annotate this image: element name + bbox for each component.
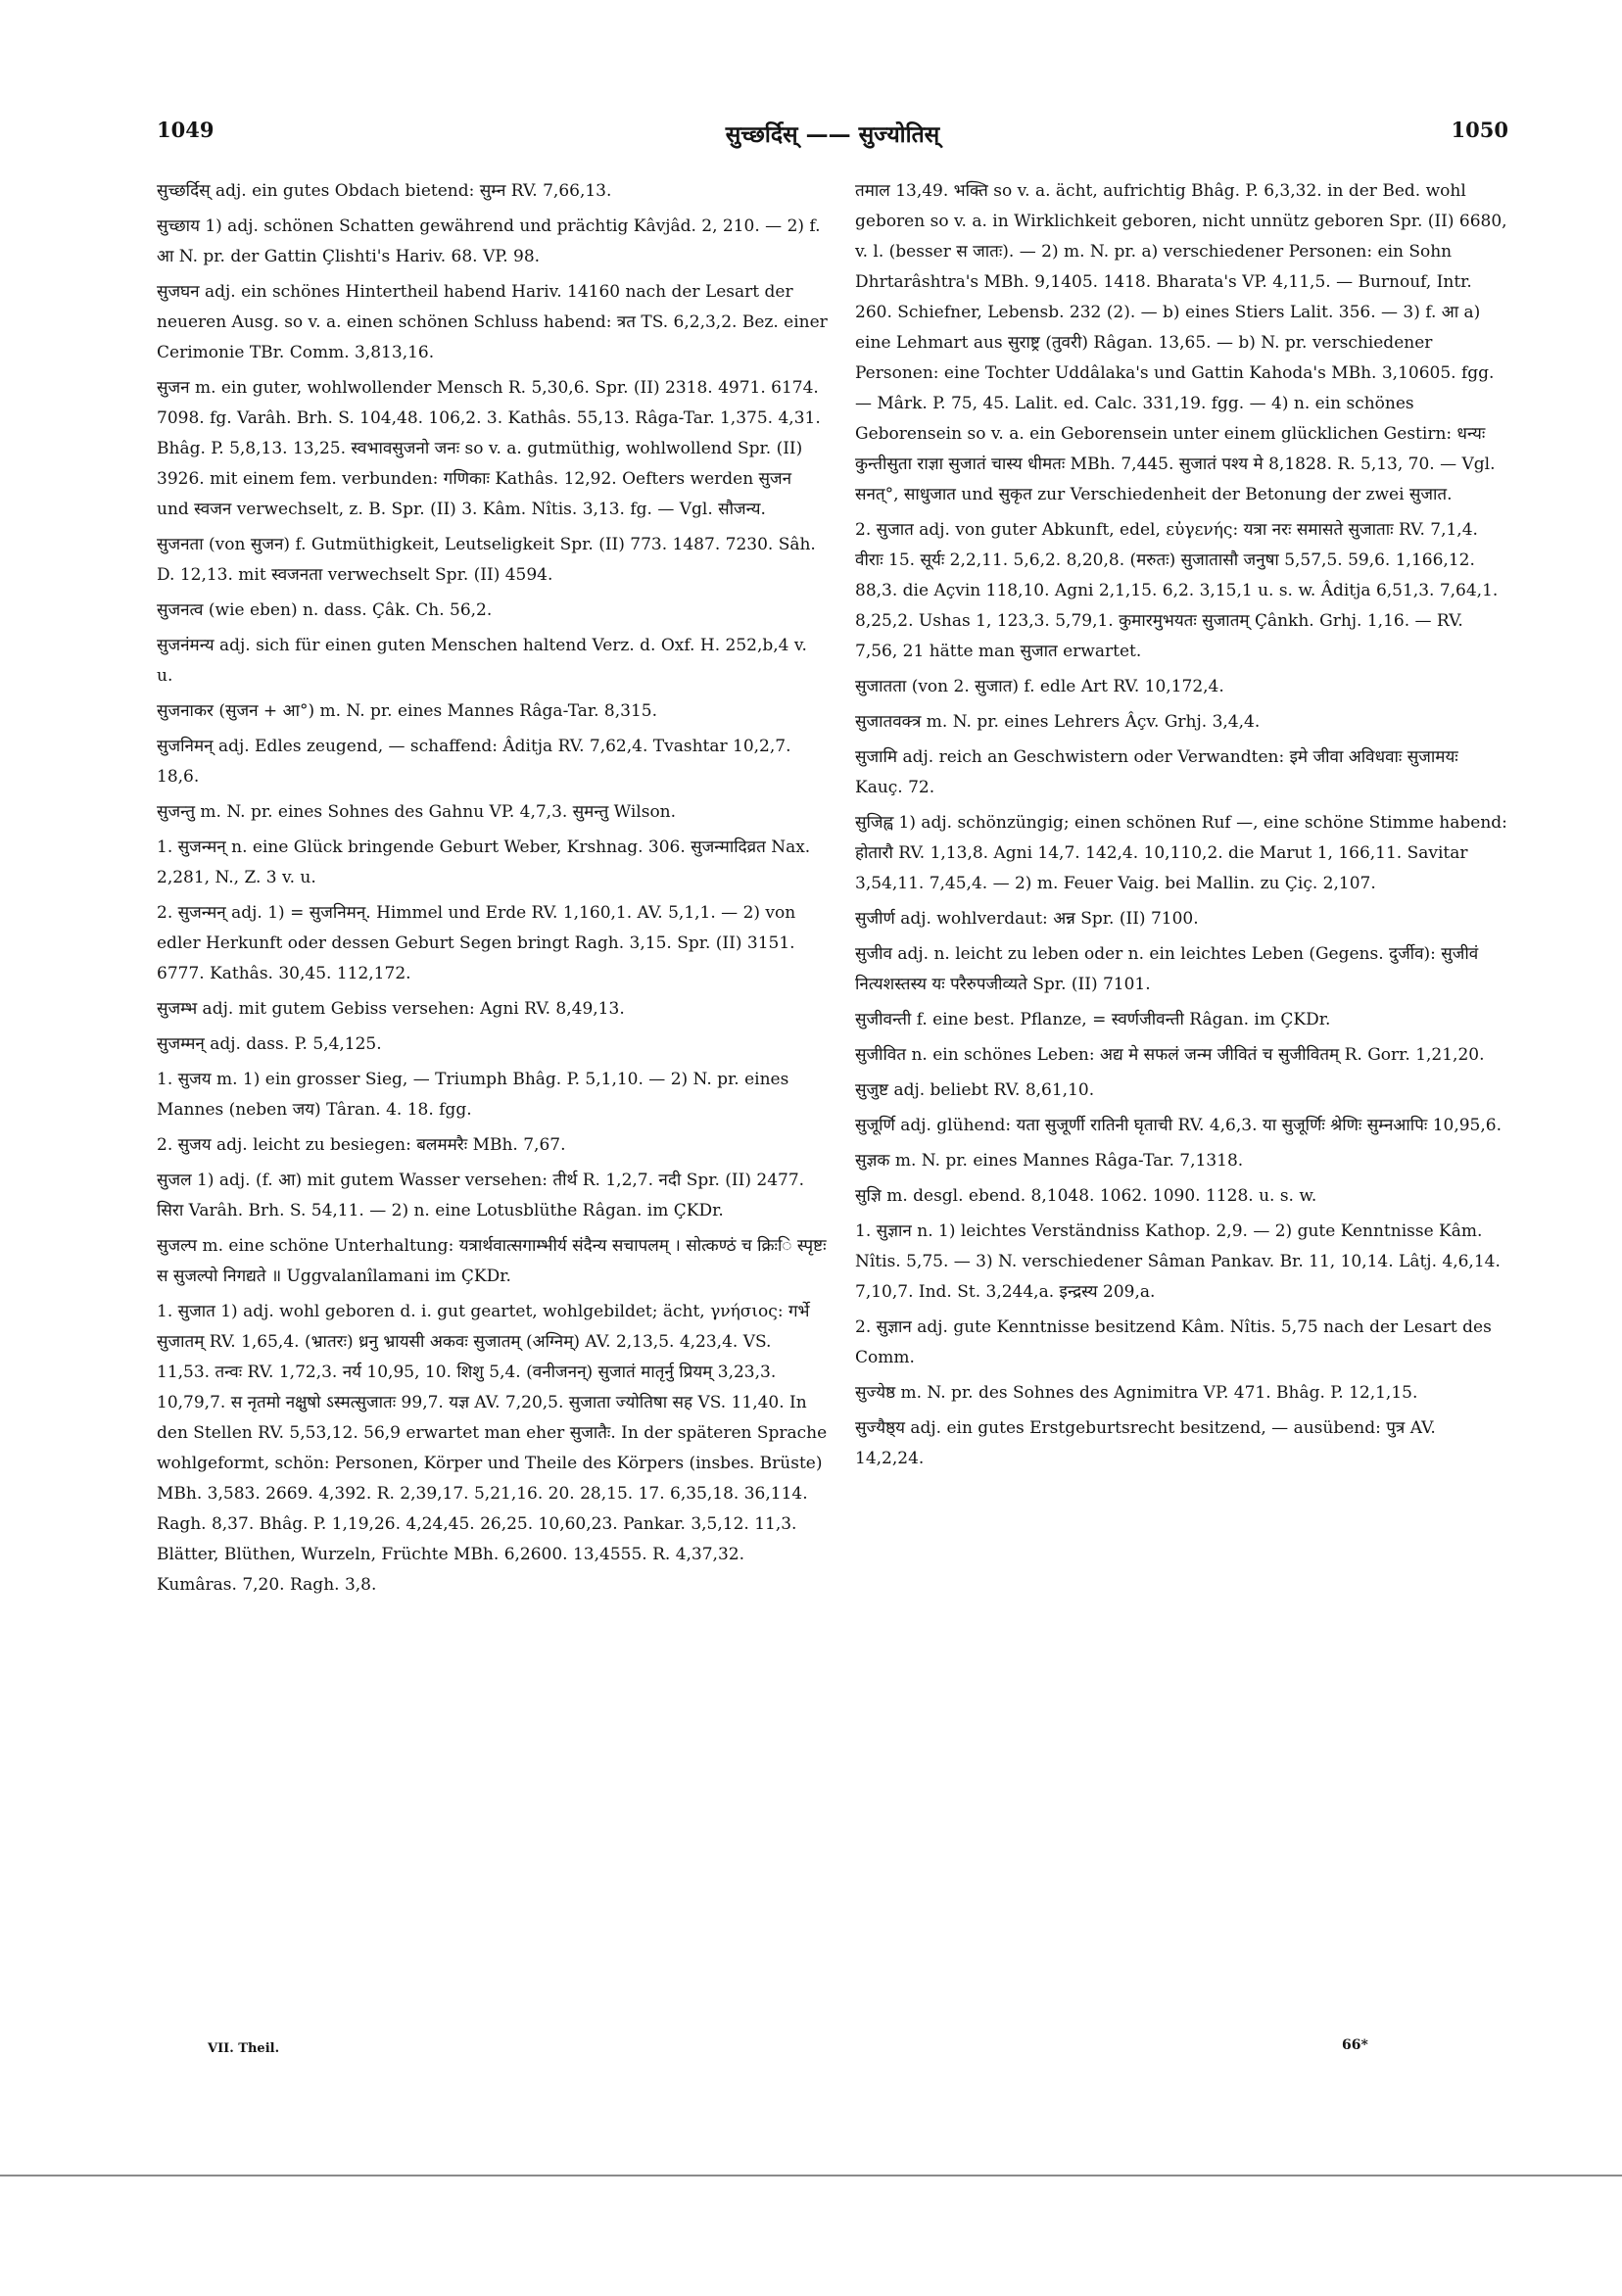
dictionary-entry: सुजल 1) adj. (f. आ) mit gutem Wasser versehen: तीर्थ R. 1,2,7. नदी Spr. (II) 2477. सिरा Varâh. Brh. S. 54,11. — 2) n. eine Lotusblüthe Râgan. im ÇKDr.	[157, 1171, 805, 1220]
dictionary-entry: सुजनंमन्य adj. sich für einen guten Menschen haltend Verz. d. Oxf. H. 252,b,4 v. u.	[157, 636, 807, 686]
bottom-rule	[0, 2175, 1622, 2176]
dictionary-entry: 1. सुज्ञान n. 1) leichtes Verständniss Kathop. 2,9. — 2) gute Kenntnisse Kâm. Nîtis. 5,75. — 3) N. verschiedener Sâman Pankav. Br. 11, 10,14. Lâtj. 4,6,14. 7,10,7. Ind. St. 3,244,a. इन्द्रस्य 209,a.	[855, 1221, 1501, 1302]
dictionary-entry: सुज्यैष्ठ्य adj. ein gutes Erstgeburtsrecht besitzend, — ausübend: पुत्र AV. 14,2,24.	[855, 1418, 1436, 1468]
dictionary-entry: सुजुष्ट adj. beliebt RV. 8,61,10.	[855, 1080, 1095, 1100]
running-head: सुच्छर्दिस् —— सुज्योतिस्	[725, 121, 940, 148]
dictionary-entry: सुजल्प m. eine schöne Unterhaltung: यत्रार्थवात्सगाम्भीर्य संदैन्य सचापलम् । सोत्कण्ठं च क्रिःि स्पृष्टः स सुजल्पो निगद्यते ॥ Uggvalanîlamani im ÇKDr.	[157, 1236, 827, 1286]
dictionary-entry: 1. सुजय m. 1) ein grosser Sieg, — Triumph Bhâg. P. 5,1,10. — 2) N. pr. eines Mannes (neben जय) Târan. 4. 18. fgg.	[157, 1070, 789, 1120]
dictionary-entry: सुजातवक्त्र m. N. pr. eines Lehrers Âçv. Grhj. 3,4,4.	[855, 712, 1261, 732]
dictionary-entry: सुजिह्व 1) adj. schönzüngig; einen schönen Ruf —, eine schöne Stimme habend: होतारौ RV. 1,13,8. Agni 14,7. 142,4. 10,110,2. die Marut 1, 166,11. Savitar 3,54,11. 7,45,4. — 2) m. Feuer Vaig. bei Mallin. zu Çiç. 2,107.	[855, 813, 1507, 893]
dictionary-entry: सुजातता (von 2. सुजात) f. edle Art RV. 10,172,4.	[855, 677, 1224, 696]
dictionary-entry: तमाल 13,49. भक्ति so v. a. ächt, aufrichtig Bhâg. P. 6,3,32. in der Bed. wohl geboren so v. a. in Wirklichkeit geboren, nicht unnütz geboren Spr. (II) 6680, v. l. (besser स जातः). — 2) m. N. pr. a) verschiedener Personen: ein Sohn Dhrtarâshtra's MBh. 9,1405. 1418. Bharata's VP. 4,11,5. — Burnouf, Intr. 260. Schiefner, Lebensb. 232 (2). — b) eines Stiers Lalit. 356. — 3) f. आ a) eine Lehmart aus सुराष्ट्र (तुवरी) Râgan. 13,65. — b) N. pr. verschiedener Personen: eine Tochter Uddâlaka's und Gattin Kahoda's MBh. 3,10605. fgg. — Mârk. P. 75, 45. Lalit. ed. Calc. 331,19. fgg. — 4) n. ein schönes Geborensein so v. a. ein Geborensein unter einem glücklichen Gestirn: धन्यः कुन्तीसुता राज्ञा सुजातं चास्य धीमतः MBh. 7,445. सुजातं पश्य मे 8,1828. R. 5,13, 70. — Vgl. सनत्°, साधुजात und सुकृत zur Verschiedenheit der Betonung der zwei सुजात.	[855, 181, 1507, 504]
dictionary-entry: सुच्छाय 1) adj. schönen Schatten gewährend und prächtig Kâvjâd. 2, 210. — 2) f. आ N. pr. der Gattin Çlishti's Hariv. 68. VP. 98.	[157, 216, 821, 266]
dictionary-entry: सुजनिमन् adj. Edles zeugend, — schaffend: Âditja RV. 7,62,4. Tvashtar 10,2,7. 18,6.	[157, 737, 791, 787]
left-column	[157, 176, 828, 1605]
dictionary-entry: सुज्येष्ठ m. N. pr. des Sohnes des Agnimitra VP. 471. Bhâg. P. 12,1,15.	[855, 1383, 1418, 1403]
dictionary-entry: सुच्छर्दिस् adj. ein gutes Obdach bietend: सुम्न RV. 7,66,13.	[157, 181, 612, 201]
dictionary-entry: सुजीव adj. n. leicht zu leben oder n. ein leichtes Leben (Gegens. दुर्जीव): सुजीवं नित्यशस्तस्य यः परैरुपजीव्यते Spr. (II) 7101.	[855, 944, 1479, 994]
dictionary-entry: सुजन्तु m. N. pr. eines Sohnes des Gahnu VP. 4,7,3. सुमन्तु Wilson.	[157, 802, 677, 822]
dictionary-entry: 2. सुज्ञान adj. gute Kenntnisse besitzend Kâm. Nîtis. 5,75 nach der Lesart des Comm.	[855, 1317, 1492, 1367]
dictionary-entry: सुजन m. ein guter, wohlwollender Mensch R. 5,30,6. Spr. (II) 2318. 4971. 6174. 7098. fg. Varâh. Brh. S. 104,48. 106,2. 3. Kathâs. 55,13. Râga-Tar. 1,375. 4,31. Bhâg. P. 5,8,13. 13,25. स्वभावसुजनो जनः so v. a. gutmüthig, wohlwollend Spr. (II) 3926. mit einem fem. verbunden: गणिकाः Kathâs. 12,92. Oefters werden सुजन und स्वजन verwechselt, z. B. Spr. (II) 3. Kâm. Nîtis. 3,13. fg. — Vgl. सौजन्य.	[157, 378, 821, 519]
dictionary-entry: 2. सुजात adj. von guter Abkunft, edel, εὐγενής: यत्रा नरः समासते सुजाताः RV. 7,1,4. वीराः 15. सूर्यः 2,2,11. 5,6,2. 8,20,8. (मरुतः) सुजातासौ जनुषा 5,57,5. 59,6. 1,166,12. 88,3. die Açvin 118,10. Agni 2,1,15. 6,2. 3,15,1 u. s. w. Âditja 6,51,3. 7,64,1. 8,25,2. Ushas 1, 123,3. 5,79,1. कुमारमुभयतः सुजातम् Çânkh. Grhj. 1,16. — RV. 7,56, 21 hätte man सुजात erwartet.	[855, 520, 1499, 661]
dictionary-entry: 1. सुजात 1) adj. wohl geboren d. i. gut geartet, wohlgebildet; ächt, γνήσιος: गर्भे सुजातम् RV. 1,65,4. (भ्रातरः) ध्रनु भ्रायसी अकवः सुजातम् (अग्निम्) AV. 2,13,5. 4,23,4. VS. 11,53. तन्वः RV. 1,72,3. नर्य 10,95, 10. शिशु 5,4. (वनीजनन्) सुजातं मातृर्नु प्रियम् 3,23,3. 10,79,7. स नृतमो नक्षुषो ऽस्मत्सुजातः 99,7. यज्ञ AV. 7,20,5. सुजाता ज्योतिषा सह VS. 11,40. In den Stellen RV. 5,53,12. 56,9 erwartet man eher सुजातैः. In der späteren Sprache wohlgeformt, schön: Personen, Körper und Theile des Körpers (insbes. Brüste) MBh. 3,583. 2669. 4,392. R. 2,39,17. 5,21,16. 20. 28,15. 17. 6,35,18. 36,114. Ragh. 8,37. Bhâg. P. 1,19,26. 4,24,45. 26,25. 10,60,23. Pankar. 3,5,12. 11,3. Blätter, Blüthen, Wurzeln, Früchte MBh. 6,2600. 13,4555. R. 4,37,32. Kumâras. 7,20. Ragh. 3,8.	[157, 1302, 828, 1595]
page-number-left: 1049	[157, 118, 215, 142]
dictionary-entry: सुजनता (von सुजन) f. Gutmüthigkeit, Leutseligkeit Spr. (II) 773. 1487. 7230. Sâh. D. 12,13. mit स्वजनता verwechselt Spr. (II) 4594.	[157, 535, 816, 585]
dictionary-entry: सुजामि adj. reich an Geschwistern oder Verwandten: इमे जीवा अविधवाः सुजामयः Kauç. 72.	[855, 747, 1458, 797]
dictionary-entry: सुज्ञक m. N. pr. eines Mannes Râga-Tar. 7,1318.	[855, 1151, 1244, 1171]
dictionary-entry: सुजीवित n. ein schönes Leben: अद्य मे सफलं जन्म जीवितं च सुजीवितम् R. Gorr. 1,21,20.	[855, 1045, 1485, 1065]
dictionary-entry: सुजीर्ण adj. wohlverdaut: अन्न Spr. (II) 7100.	[855, 909, 1199, 929]
dictionary-entry: सुज्ञि m. desgl. ebend. 8,1048. 1062. 1090. 1128. u. s. w.	[855, 1186, 1317, 1206]
page-number-right: 1050	[1451, 118, 1508, 142]
dictionary-entry: सुजनत्व (wie eben) n. dass. Çâk. Ch. 56,2.	[157, 600, 493, 620]
dictionary-entry: सुजनाकर (सुजन + आ°) m. N. pr. eines Mannes Râga-Tar. 8,315.	[157, 701, 657, 721]
dictionary-entry: 2. सुजय adj. leicht zu besiegen: बलममरैः MBh. 7,67.	[157, 1135, 566, 1155]
right-column	[855, 176, 1508, 1479]
page-header	[157, 118, 1508, 167]
dictionary-entry: सुजम्भ adj. mit gutem Gebiss versehen: Agni RV. 8,49,13.	[157, 999, 625, 1019]
dictionary-entry: सुजूर्णि adj. glühend: यता सुजूर्णी रातिनी घृताची RV. 4,6,3. या सुजूर्णिः श्रेणिः सुम्नआपिः 10,95,6.	[855, 1116, 1502, 1135]
dictionary-entry: 1. सुजन्मन् n. eine Glück bringende Geburt Weber, Krshnag. 306. सुजन्मादिव्रत Nax. 2,281, N., Z. 3 v. u.	[157, 837, 811, 887]
volume-footer: VII. Theil.	[208, 2041, 280, 2056]
dictionary-entry: सुजघन adj. ein schönes Hintertheil habend Hariv. 14160 nach der Lesart der neueren Ausg. so v. a. einen schönen Schluss habend: त्रत TS. 6,2,3,2. Bez. einer Cerimonie TBr. Comm. 3,813,16.	[157, 282, 828, 362]
dictionary-entry: 2. सुजन्मन् adj. 1) = सुजनिमन्. Himmel und Erde RV. 1,160,1. AV. 5,1,1. — 2) von edler Herkunft oder dessen Geburt Segen bringt Ragh. 3,15. Spr. (II) 3151. 6777. Kathâs. 30,45. 112,172.	[157, 903, 796, 983]
dictionary-entry: सुजीवन्ती f. eine best. Pflanze, = स्वर्णजीवन्ती Râgan. im ÇKDr.	[855, 1010, 1331, 1029]
signature-mark: 66*	[1342, 2037, 1368, 2053]
dictionary-entry: सुजम्मन् adj. dass. P. 5,4,125.	[157, 1034, 382, 1054]
